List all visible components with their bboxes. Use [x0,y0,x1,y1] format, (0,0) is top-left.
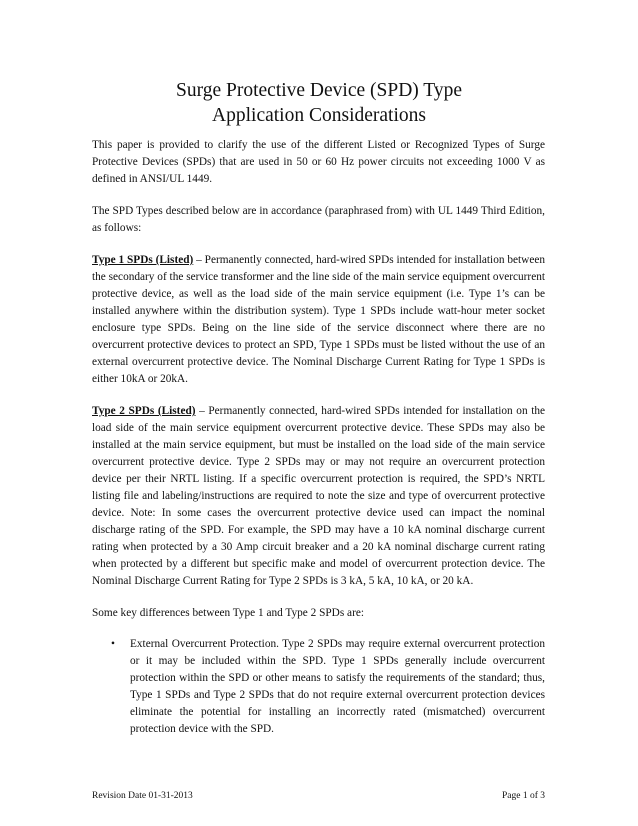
revision-date: Revision Date 01-31-2013 [92,791,193,801]
type2-description: – Permanently connected, hard-wired SPDs intended for installation on the load side of the main service equipment overcurrent protective device. These SPDs may also be installed at the main service equipment, but must be installed on the load side of the main service overcurrent protective device. Type 2 SPDs may or may not require an overcurrent protection device per their NRTL listing. If a specific overcurrent protection is required, the SPD’s NRTL listing file and labeling/instructions are required to note the size and type of overcurrent protective device. Note: In some cases the overcurrent protective device used can impact the nominal discharge rating of the SPD. For example, the SPD may have a 10 kA nominal discharge current rating when protected by a 30 Amp circuit breaker and a 20 kA nominal discharge current rating when protected by a different but specific make and model of overcurrent protection device. The Nominal Discharge Current Rating for Type 2 SPDs is 3 kA, 5 kA, 10 kA, or 20 kA. [92,405,546,587]
document-title-line-1: Surge Protective Device (SPD) Type [175,80,463,101]
document-title-line-2: Application Considerations [212,105,426,126]
type1-term: Type 1 SPDs (Listed) [92,254,194,266]
differences-intro-paragraph: Some key differences between Type 1 and Type 2 SPDs are: [92,607,364,619]
types-intro-paragraph: The SPD Types described below are in accordance (paraphrased from) with UL 1449 Third Edition, as follows: [92,205,545,234]
type1-paragraph [92,252,545,388]
type2-paragraph [92,403,545,590]
page-footer [92,789,545,803]
intro-paragraph: This paper is provided to clarify the use of the different Listed or Recognized Types of Surge Protective Devices (SPDs) that are used in 50 or 60 Hz power circuits not exceeding 1000 V as defined in ANSI/UL 1449. [92,139,545,185]
type2-term: Type 2 SPDs (Listed) [92,405,196,417]
document-body [92,137,545,738]
differences-list [92,636,545,738]
bullet-icon: • [111,638,115,650]
list-item [111,636,545,738]
page-number: Page 1 of 3 [501,791,545,801]
type1-description: – Permanently connected, hard-wired SPDs intended for installation between the secondary of the service transformer and the line side of the main service equipment overcurrent protective device, as well as the load side of the main service equipment (i.e. Type 1’s can be installed anywhere within the distribution system). Type 1 SPDs include watt-hour meter socket enclosure type SPDs. Being on the line side of the service disconnect where there are no overcurrent protective devices to protect an SPD, Type 1 SPDs must be listed without the use of an external overcurrent protective device. The Nominal Discharge Current Rating for Type 1 SPDs is either 10kA or 20kA. [92,254,545,385]
list-item-text: External Overcurrent Protection. Type 2 SPDs may require external overcurrent protection or it may be included within the SPD. Type 1 SPDs generally include overcurrent protection within the SPD or other means to satisfy the requirements of the standard; thus, Type 1 SPDs and Type 2 SPDs that do not require external overcurrent protection devices eliminate the potential for installing an incorrectly rated (mismatched) overcurrent protection device with the SPD. [130,638,545,735]
document-title [0,78,638,128]
